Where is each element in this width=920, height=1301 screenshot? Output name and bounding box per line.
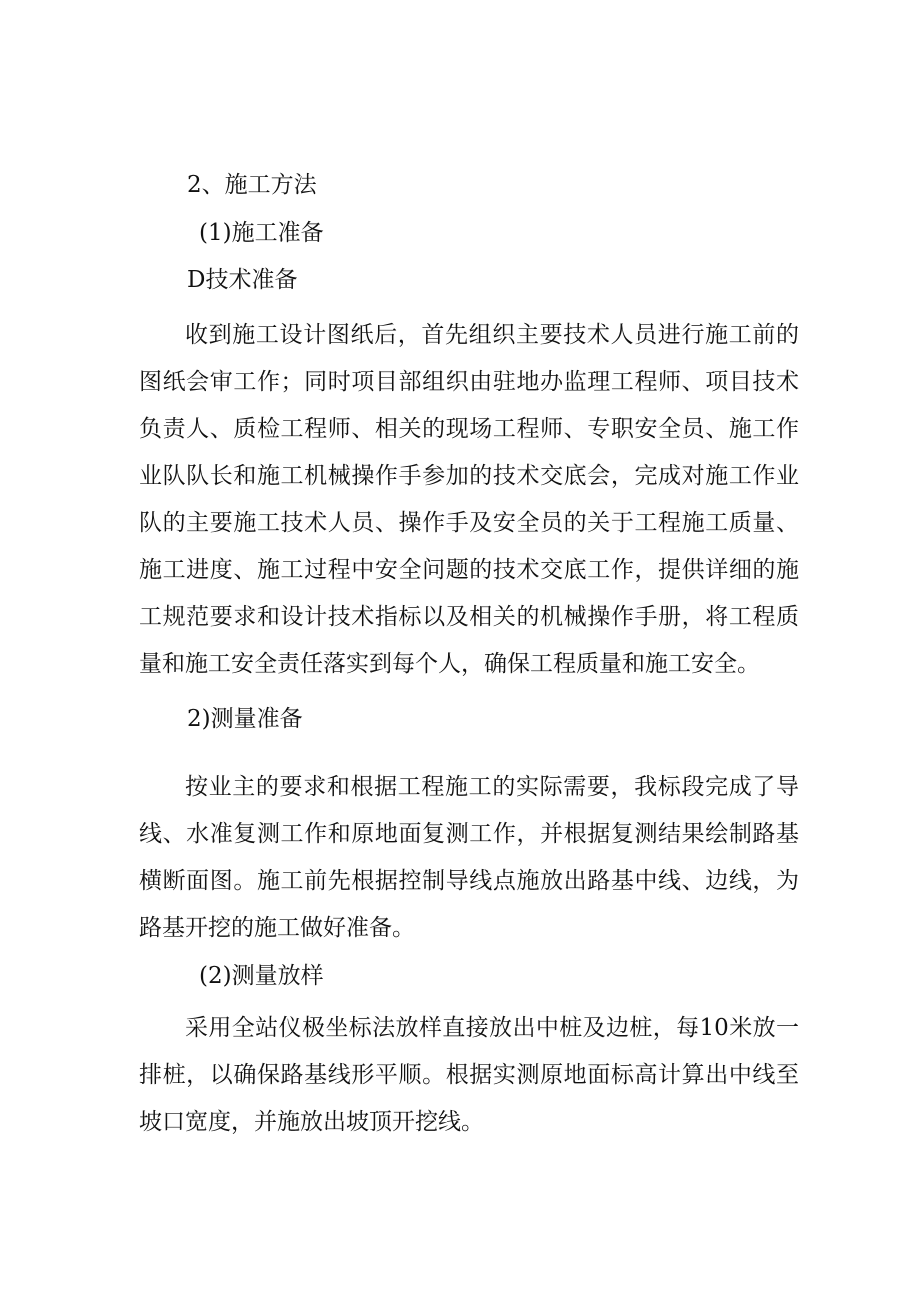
item-heading-2: 2)测量准备 [187,706,303,732]
subsection-heading-2: (2)测量放样 [199,963,324,989]
section-heading: 2、施工方法 [187,172,317,198]
paragraph-2: 按业主的要求和根据工程施工的实际需要，我标段完成了导线、水准复测工作和原地面复测工作，并根据复测结果绘制路基横断面图。施工前先根据控制导线点施放出路基中线、边线，为路基开挖的施工做好准备。 [139,774,799,941]
item-heading-1: D技术准备 [187,267,298,293]
paragraph-3: 采用全站仪极坐标法放样直接放出中桩及边桩，每10米放一排桩，以确保路基线形平顺。根据实测原地面标高计算出中线至坡口宽度，并施放出坡顶开挖线。 [139,1015,799,1135]
subsection-heading-1: (1)施工准备 [199,220,324,246]
paragraph-1: 收到施工设计图纸后，首先组织主要技术人员进行施工前的图纸会审工作；同时项目部组织由驻地办监理工程师、项目技术负责人、质检工程师、相关的现场工程师、专职安全员、施工作业队队长和施工机械操作手参加的技术交底会，完成对施工作业队的主要施工技术人员、操作手及安全员的关于工程施工质量、施工进度、施工过程中安全问题的技术交底工作，提供详细的施工规范要求和设计技术指标以及相关的机械操作手册，将工程质量和施工安全责任落实到每个人，确保工程质量和施工安全。 [139,322,799,677]
